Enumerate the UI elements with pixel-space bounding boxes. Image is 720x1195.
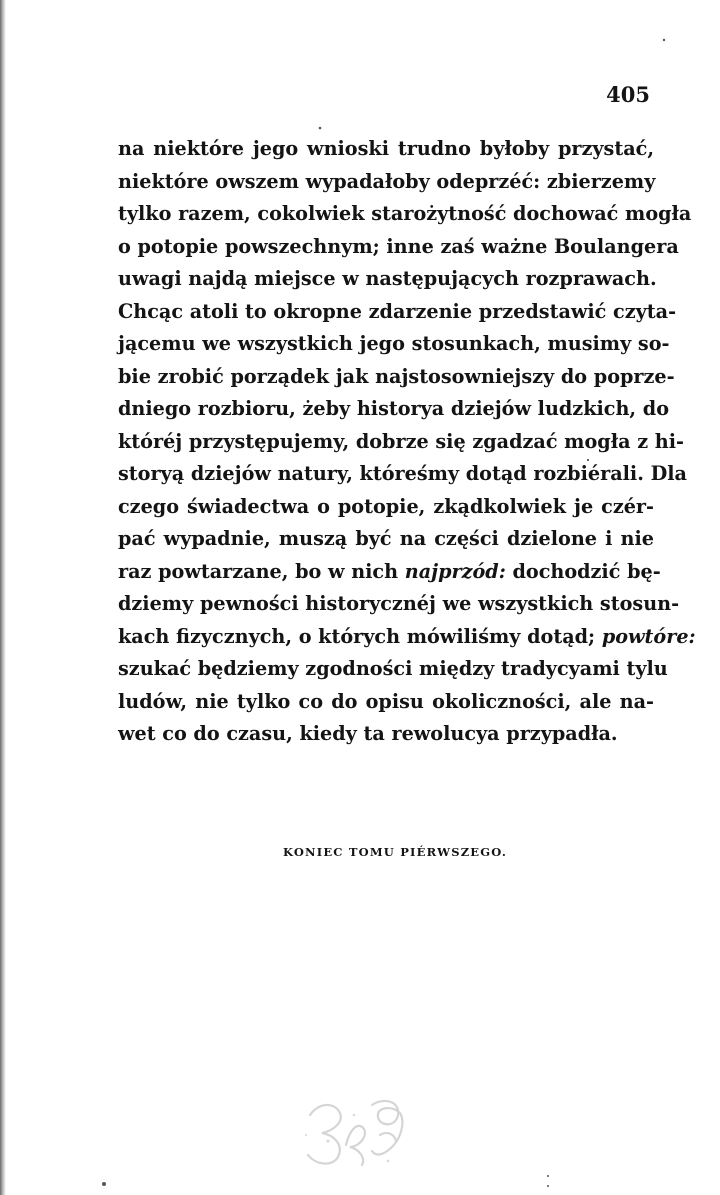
text-line: na niektóre jego wnioski trudno byłoby przystać, <box>118 137 654 160</box>
emphasized-word: najprzód: <box>404 559 506 583</box>
text-line: niektóre owszem wypadałoby odeprzéć: zbierzemy <box>118 169 656 193</box>
text-line: pać wypadnie, muszą być na części dzielone i nie <box>118 527 654 550</box>
text-line: jącemu we wszystkich jego stosunkach, musimy so- <box>118 332 670 355</box>
text-line: Chcąc atoli to okropne zdarzenie przedstawić czyta- <box>118 299 677 323</box>
text-line: bie zrobić porządek jak najstosowniejszy do poprze- <box>118 364 675 388</box>
text-line: dniego rozbioru, żeby historya dziejów ludzkich, do <box>118 397 669 420</box>
text-line: uwagi najdą miejsce w następujących rozprawach. <box>118 267 657 290</box>
text-line: dziemy pewności historycznéj we wszystkich stosun- <box>118 592 680 615</box>
text-line: czego świadectwa o potopie, zkądkolwiek je czér- <box>118 494 654 518</box>
text-line-last: wet co do czasu, kiedy ta rewolucya przypadła. <box>118 722 618 745</box>
text-line: któréj przystępujemy, dobrze się zgadzać mogła z hi- <box>118 429 684 453</box>
text-line: ludów, nie tylko co do opisu okoliczności, ale na- <box>118 689 654 713</box>
text-line: tylko razem, cokolwiek starożytność dochować mogła <box>118 202 692 225</box>
text-segment: dochodzić bę- <box>505 559 661 583</box>
text-line: szukać będziemy zgodności między tradycyami tylu <box>118 657 668 680</box>
colophon: KONIEC TOMU PIÉRWSZEGO. <box>282 845 508 859</box>
text-line: storyą dziejów natury, któreśmy dotąd rozbiérali. Dla <box>118 462 687 485</box>
page-number: 405 <box>606 82 650 107</box>
text-line: o potopie powszechnym; inne zaś ważne Boulangera <box>118 234 679 258</box>
text-segment: kach fizycznych, o których mówiliśmy dotąd; <box>118 624 602 648</box>
emphasized-word: powtóre: <box>601 624 696 648</box>
text-segment: raz powtarzane, bo w nich <box>118 559 405 583</box>
